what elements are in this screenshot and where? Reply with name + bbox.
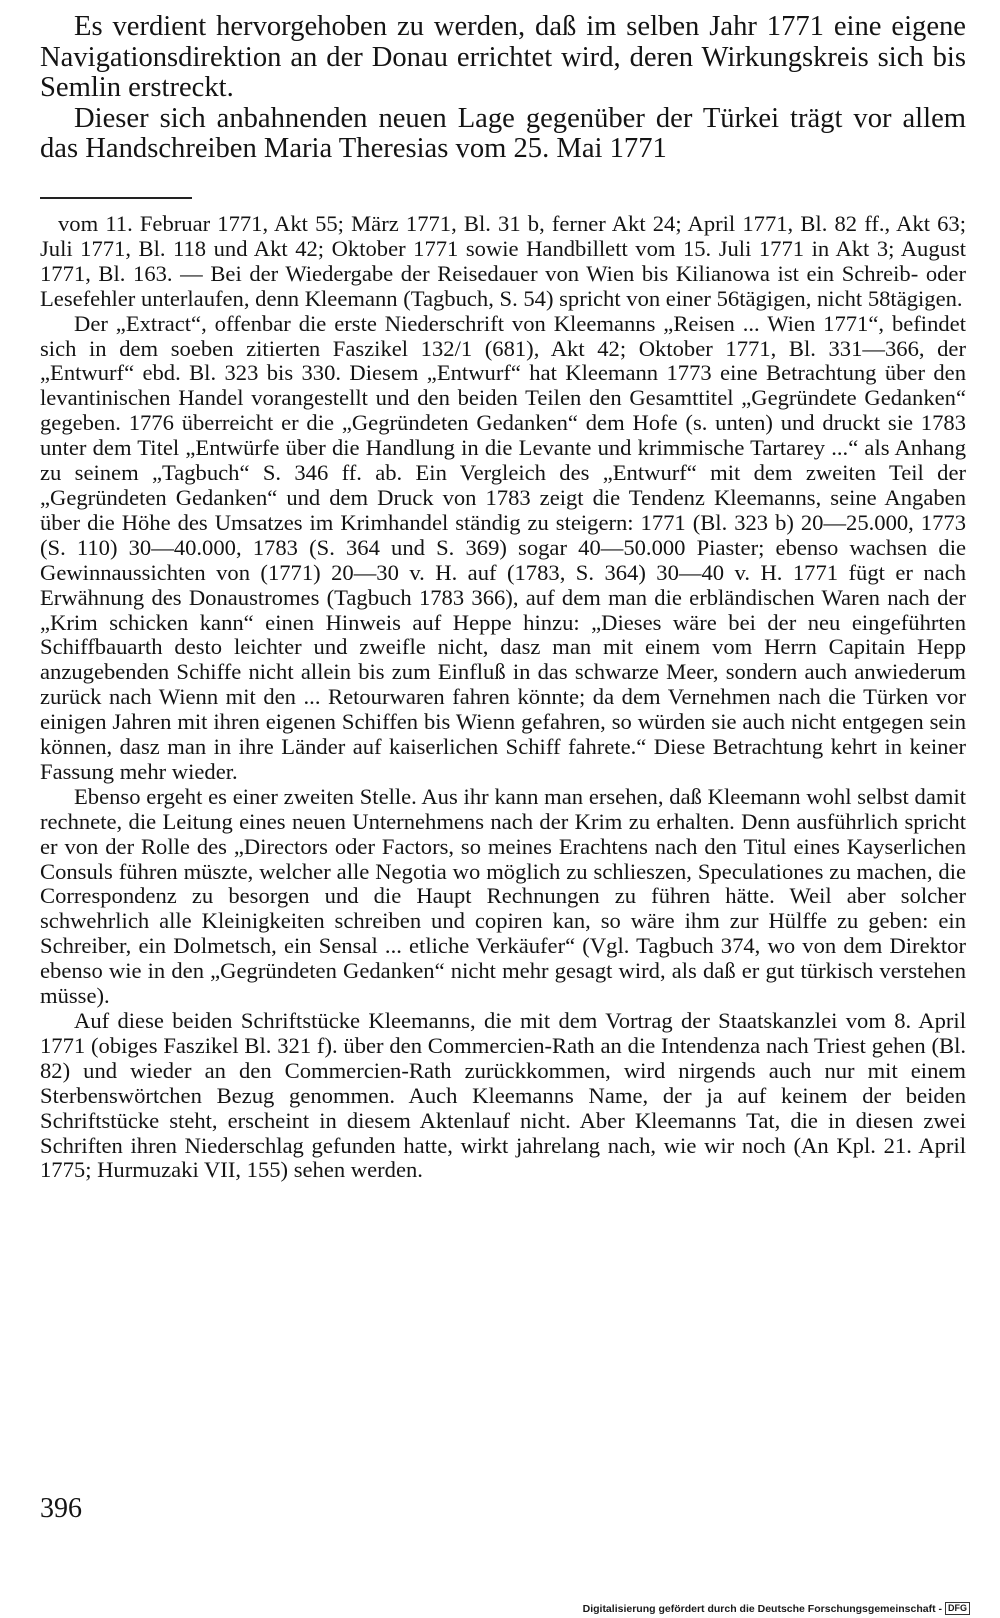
footer-text: Digitalisierung gefördert durch die Deutsche Forschungsgemeinschaft - (582, 1602, 942, 1615)
footnotes (40, 212, 966, 1183)
digitization-footer (583, 1602, 970, 1615)
footnote-paragraph-2: Der „Extract“, offenbar die erste Niederschrift von Kleemanns „Reisen ... Wien 1771“, befindet sich in dem soeben zitierten Faszikel 132/1 (681), Akt 42; Oktober 1771, Bl. 331—366, der „Entwurf“ ebd. Bl. 323 bis 330. Diesem „Entwurf“ hat Kleemann 1773 eine Betrachtung über den levantinischen Handel vorangestellt und den beiden Teilen den Gesamttitel „Gegründete Gedanken“ gegeben. 1776 überreicht er die „Gegründeten Gedanken“ dem Hofe (s. unten) und druckt sie 1783 unter dem Titel „Entwürfe über die Handlung in die Levante und krimmische Tartarey ...“ als Anhang zu seinem „Tagbuch“ S. 346 ff. ab. Ein Vergleich des „Entwurf“ mit dem zweiten Teil der „Gegründeten Gedanken“ und dem Druck von 1783 zeigt die Tendenz Kleemanns, seine Angaben über die Höhe des Umsatzes im Krimhandel ständig zu steigern: 1771 (Bl. 323 b) 20—25.000, 1773 (S. 110) 30—40.000, 1783 (S. 364 und S. 369) sogar 40—50.000 Piaster; ebenso wachsen die Gewinnaussichten von (1771) 20—30 v. H. auf (1783, S. 364) 30—40 v. H. 1771 fügt er nach Erwähnung des Donaustromes (Tagbuch 1783 366), auf dem man die erbländischen Waren nach der „Krim schicken kann“ einen Hinweis auf Heppe hinzu: „Dieses wäre bei der neu eingeführten Schiffbauarth desto leichter und zweifle nicht, dasz man mit einem vom Herrn Capitain Hepp anzugebenden Schiffe nicht allein bis zum Einfluß in das schwarze Meer, sondern auch anwiederum zurück nach Wienn mit den ... Retourwaren fahren könnte; da dem Vernehmen nach die Türken vor einigen Jahren mit ihren eigenen Schiffen bis Wienn gefahren, so würden sie auch nicht entgegen sein können, dasz man in ihre Länder auf kaiserlichen Schiff fahrete.“ Diese Betrachtung kehrt in keiner Fassung mehr wieder. (40, 310, 966, 784)
dfg-logo: DFG (945, 1602, 970, 1615)
footnote-paragraph-1: vom 11. Februar 1771, Akt 55; März 1771, Bl. 31 b, ferner Akt 24; April 1771, Bl. 82 ff., Akt 63; Juli 1771, Bl. 118 und Akt 42; Oktober 1771 sowie Handbillett vom 15. Juli 1771 in Akt 3; August 1771, Bl. 163. — Bei der Wiedergabe der Reisedauer von Wien bis Kilianowa ist ein Schreib- oder Lesefehler unterlaufen, denn Kleemann (Tagbuch, S. 54) spricht von einer 56tägigen, nicht 58tägigen. (40, 211, 966, 311)
footnote-paragraph-4: Auf diese beiden Schriftstücke Kleemanns, die mit dem Vortrag der Staatskanzlei vom 8. April 1771 (obiges Faszikel Bl. 321 f). über den Commercien-Rath an die Intendenza nach Triest gehen (Bl. 82) und wieder an den Commercien-Rath zurückkommen, wird nirgends auch nur mit einem Sterbenswörtchen Bezug genommen. Auch Kleemanns Name, der ja auf keinem der beiden Schriftstücke steht, erscheint in diesem Aktenlauf nicht. Aber Kleemanns Tat, die in diesen zwei Schriften ihren Niederschlag gefunden hatte, wirkt jahrelang nach, wie wir noch (An Kpl. 21. April 1775; Hurmuzaki VII, 155) sehen werden. (40, 1008, 966, 1183)
main-paragraph-2: Dieser sich anbahnenden neuen Lage gegenüber der Türkei trägt vor allem das Handschreiben Maria Theresias vom 25. Mai 1771 (40, 102, 966, 165)
page-number: 396 (40, 1493, 82, 1524)
footnote-separator (40, 197, 192, 199)
main-text (40, 12, 966, 165)
footnote-paragraph-3: Ebenso ergeht es einer zweiten Stelle. Aus ihr kann man ersehen, daß Kleemann wohl selbst damit rechnete, die Leitung eines neuen Unternehmens nach der Krim zu erhalten. Denn ausführlich spricht er von der Rolle des „Directors oder Factors, so meines Erachtens nach den Titul eines Kayserlichen Consuls führen müszte, welcher alle Negotia wo möglich zu schlieszen, Speculationes zu machen, die Correspondenz zu besorgen und die Haupt Rechnungen zu führen hätte. Weil aber solcher schwehrlich alle Kleinigkeiten schreiben und copiren kan, so wäre ihm zur Hülffe zu geben: ein Schreiber, ein Dolmetsch, ein Sensal ... etliche Verkäufer“ (Vgl. Tagbuch 374, wo von dem Direktor ebenso wie in den „Gegründeten Gedanken“ nicht mehr gesagt wird, als daß er gut türkisch verstehen müsse). (40, 783, 966, 1009)
main-paragraph-1: Es verdient hervorgehoben zu werden, daß im selben Jahr 1771 eine eigene Navigationsdirektion an der Donau errichtet wird, deren Wirkungskreis sich bis Semlin erstreckt. (40, 11, 966, 104)
